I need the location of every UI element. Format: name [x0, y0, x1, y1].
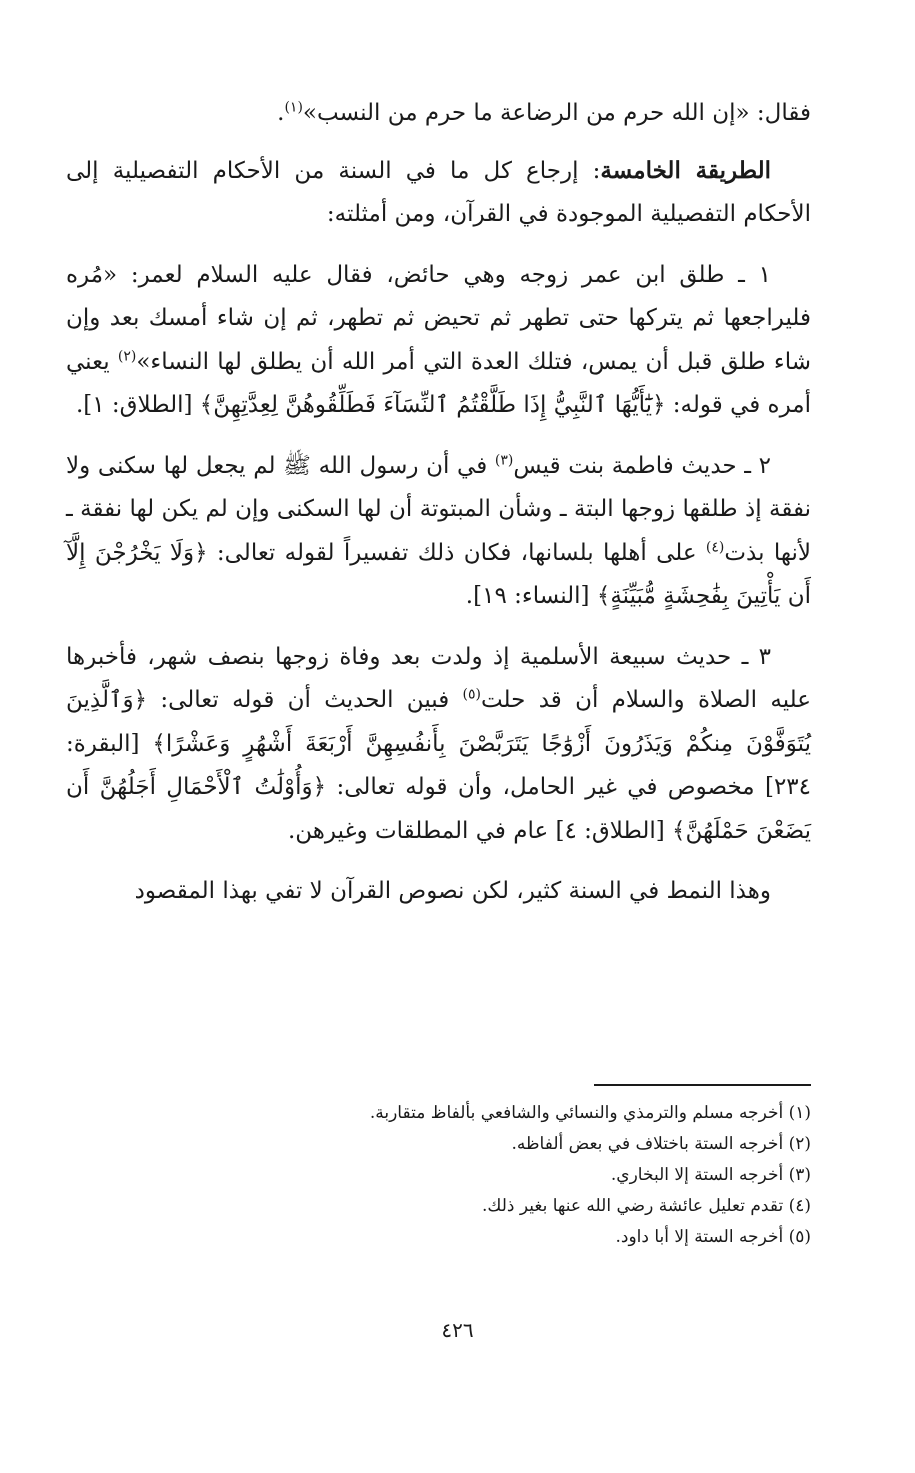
- footnote-ref-3: (٣): [494, 451, 514, 468]
- paragraph-2-text: : إرجاع كل ما في السنة من الأحكام التفصيلية إلى الأحكام التفصيلية الموجودة في القرآن، ومن أمثلته:: [66, 157, 811, 227]
- footnote-1: (١) أخرجه مسلم والترمذي والنسائي والشافعي بألفاظ متقاربة.: [369, 1103, 811, 1123]
- paragraph-2: [66, 149, 811, 237]
- footnotes: [66, 1098, 811, 1253]
- paragraph-3: [66, 254, 811, 428]
- footnote-3: (٣) أخرجه الستة إلا البخاري.: [610, 1165, 811, 1185]
- paragraph-5: [66, 636, 811, 854]
- method-heading: الطريقة الخامسة: [600, 156, 771, 184]
- paragraph-4-text-c: على أهلها بلسانها، فكان ذلك تفسيراً لقوله تعالى: ﴿وَلَا يَخْرُجْنَ إِلَّآ أَن يَأْتِينَ بِفَٰحِشَةٍ مُّبَيِّنَةٍ﴾ [النساء: ١٩].: [66, 539, 811, 609]
- footnote-ref-2: (٢): [117, 347, 137, 364]
- footnote-4: (٤) تقدم تعليل عائشة رضي الله عنها بغير ذلك.: [482, 1196, 811, 1216]
- paragraph-4-text-a: ٢ ـ حديث فاطمة بنت قيس: [513, 452, 771, 479]
- paragraph-1: [66, 92, 811, 136]
- footnote-ref-1: (١): [284, 99, 303, 116]
- footnote-ref-4: (٤): [705, 538, 725, 555]
- main-text: [66, 92, 811, 914]
- paragraph-6-text: وهذا النمط في السنة كثير، لكن نصوص القرآن لا تفي بهذا المقصود: [134, 878, 771, 904]
- paragraph-6: [66, 870, 811, 914]
- paragraph-5-text-a: ٣ ـ حديث سبيعة الأسلمية إذ ولدت بعد وفاة زوجها بنصف شهر، فأخبرها عليه الصلاة والسلام أن قد حلت: [66, 643, 811, 713]
- paragraph-4-text-b: في أن رسول الله ﷺ لم يجعل لها سكنى ولا نفقة إذ طلقها زوجها البتة ـ وشأن المبتوتة أن لها السكنى وإن لم يكن لها نفقة ـ لأنها بذت: [66, 452, 811, 566]
- page-number: ٤٢٦: [441, 1318, 474, 1342]
- footnote-ref-5: (٥): [462, 686, 481, 703]
- paragraph-3-text-a: ١ ـ طلق ابن عمر زوجه وهي حائض، فقال عليه السلام لعمر: «مُره فليراجعها ثم يتركها حتى تطهر ثم تحيض ثم تطهر، ثم إن شاء أمسك بعد وإن شاء طلق قبل أن يمس، فتلك العدة التي أمر الله أن يطلق لها النساء»: [66, 261, 811, 375]
- paragraph-1-end: .: [277, 100, 285, 126]
- footnote-2: (٢) أخرجه الستة باختلاف في بعض ألفاظه.: [511, 1134, 811, 1154]
- footnote-divider: [594, 1084, 811, 1086]
- paragraph-1-text: فقال: «إن الله حرم من الرضاعة ما حرم من النسب»: [302, 100, 811, 126]
- footnote-5: (٥) أخرجه الستة إلا أبا داود.: [615, 1227, 811, 1247]
- paragraph-5-text-b: فبين الحديث أن قوله تعالى: ﴿وَٱلَّذِينَ يُتَوَفَّوْنَ مِنكُمْ وَيَذَرُونَ أَزْوَٰجًا يَتَرَبَّصْنَ بِأَنفُسِهِنَّ أَرْبَعَةَ أَشْهُرٍ وَعَشْرًا﴾ [البقرة: ٢٣٤] مخصوص في غير الحامل، وأن قوله تعالى: ﴿وَأُوْلَٰتُ ٱلْأَحْمَالِ أَجَلُهُنَّ أَن يَضَعْنَ حَمْلَهُنَّ﴾ [الطلاق: ٤] عام في المطلقات وغيرهن.: [66, 687, 811, 844]
- paragraph-3-text-b: يعني أمره في قوله: ﴿يَٰٓأَيُّهَا ٱلنَّبِيُّ إِذَا طَلَّقْتُمُ ٱلنِّسَآءَ فَطَلِّقُوهُنَّ لِعِدَّتِهِنَّ﴾ [الطلاق: ١].: [66, 348, 811, 418]
- paragraph-4: [66, 445, 811, 619]
